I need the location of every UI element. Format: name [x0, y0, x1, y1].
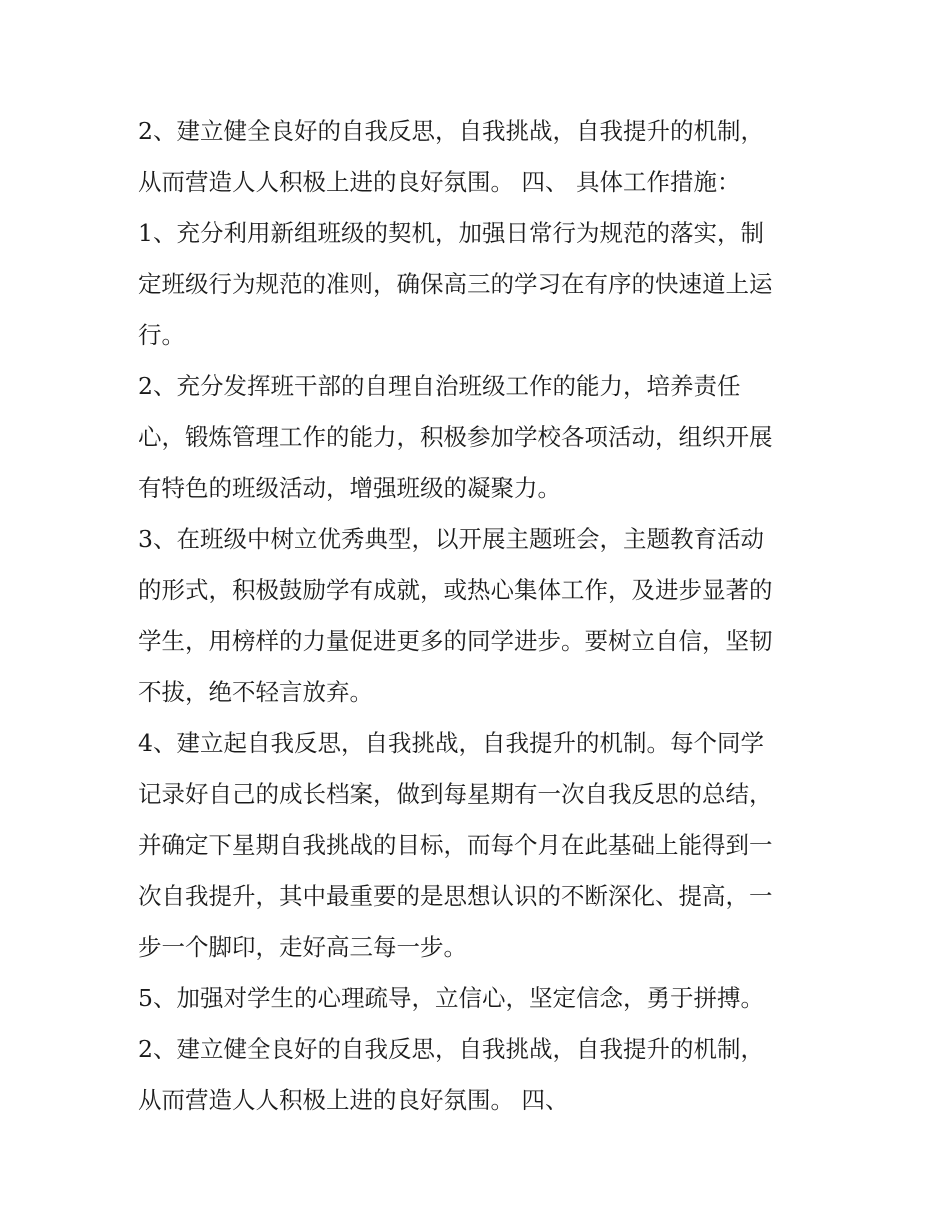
text-line: 4、建立起自我反思，自我挑战，自我提升的机制。每个同学 — [138, 729, 764, 757]
text-line: 不拔，绝不轻言放弃。 — [138, 678, 373, 706]
text-line: 记录好自己的成长档案，做到每星期有一次自我反思的总结， — [138, 780, 773, 808]
text-line: 从而营造人人积极上进的良好氛围。 四、 具体工作措施： — [138, 168, 741, 196]
text-line: 1、充分利用新组班级的契机，加强日常行为规范的落实，制 — [138, 219, 764, 247]
text-line: 并确定下星期自我挑战的目标，而每个月在此基础上能得到一 — [138, 831, 773, 859]
text-line: 定班级行为规范的准则，确保高三的学习在有序的快速道上运 — [138, 270, 773, 298]
text-line: 5、加强对学生的心理疏导，立信心，坚定信念，勇于拼搏。 — [138, 984, 764, 1012]
text-line: 2、建立健全良好的自我反思，自我挑战，自我提升的机制， — [138, 1035, 764, 1063]
document-body — [138, 106, 818, 1126]
text-line: 有特色的班级活动，增强班级的凝聚力。 — [138, 474, 561, 502]
text-line: 2、充分发挥班干部的自理自治班级工作的能力，培养责任 — [138, 372, 741, 400]
text-line: 3、在班级中树立优秀典型，以开展主题班会，主题教育活动 — [138, 525, 764, 553]
text-line: 行。 — [138, 321, 185, 349]
text-line: 学生，用榜样的力量促进更多的同学进步。要树立自信，坚韧 — [138, 627, 773, 655]
text-line: 2、建立健全良好的自我反思，自我挑战，自我提升的机制， — [138, 117, 764, 145]
text-line: 从而营造人人积极上进的良好氛围。 四、 — [138, 1086, 569, 1114]
text-line: 步一个脚印，走好高三每一步。 — [138, 933, 467, 961]
text-line: 次自我提升，其中最重要的是思想认识的不断深化、提高，一 — [138, 882, 773, 910]
text-line: 的形式，积极鼓励学有成就，或热心集体工作，及进步显著的 — [138, 576, 773, 604]
text-line: 心，锻炼管理工作的能力，积极参加学校各项活动，组织开展 — [138, 423, 773, 451]
